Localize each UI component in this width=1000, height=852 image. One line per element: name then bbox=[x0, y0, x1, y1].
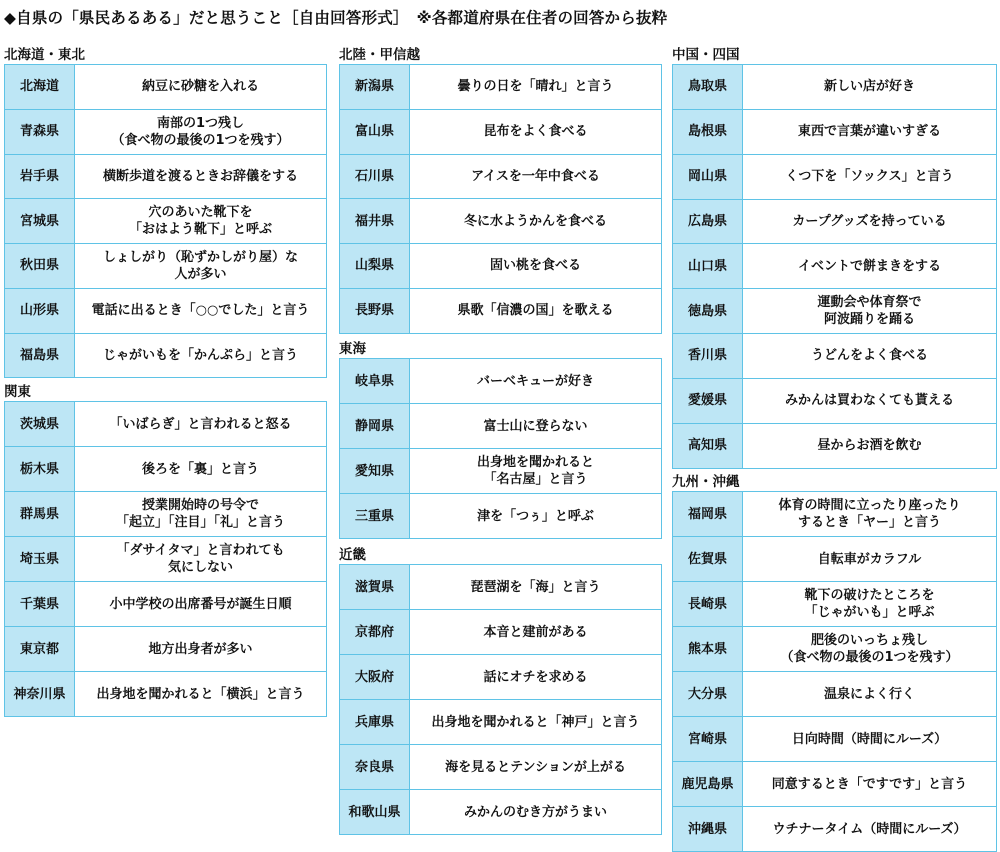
answer-cell bbox=[75, 333, 327, 378]
prefecture-name: 長野県 bbox=[340, 288, 410, 333]
prefecture-name: 茨城県 bbox=[5, 402, 75, 447]
table-row bbox=[5, 288, 327, 333]
table-row bbox=[673, 582, 997, 627]
prefecture-name: 岐阜県 bbox=[340, 359, 410, 404]
table-row bbox=[340, 790, 662, 835]
table-row bbox=[673, 807, 997, 852]
answer-text: 出身地を聞かれると「神戸」と言う bbox=[431, 714, 640, 730]
prefecture-name: 千葉県 bbox=[5, 582, 75, 627]
answer-text: 琵琶湖を「海」と言う bbox=[470, 579, 601, 595]
answer-cell bbox=[410, 655, 662, 700]
prefecture-name: 静岡県 bbox=[340, 404, 410, 449]
answer-text: 運動会や体育祭で 阿波踊りを踊る bbox=[817, 295, 922, 328]
answer-cell bbox=[75, 672, 327, 717]
table-row bbox=[673, 154, 997, 199]
answer-text: 横断歩道を渡るときお辞儀をする bbox=[102, 168, 298, 184]
table-row bbox=[673, 378, 997, 423]
answer-cell bbox=[410, 244, 662, 289]
answer-text: 冬に水ようかんを食べる bbox=[463, 213, 607, 229]
answer-cell bbox=[410, 65, 662, 110]
prefecture-name: 沖縄県 bbox=[673, 807, 743, 852]
answer-cell bbox=[75, 199, 327, 244]
table-row bbox=[340, 109, 662, 154]
answer-text: 日向時間（時間にルーズ） bbox=[791, 731, 948, 747]
answer-text: 体育の時間に立ったり座ったり するとき「ヤー」と言う bbox=[778, 498, 961, 530]
answer-text: 海を見るとテンションが上がる bbox=[445, 759, 626, 775]
prefecture-name: 兵庫県 bbox=[340, 700, 410, 745]
prefecture-name: 福島県 bbox=[5, 333, 75, 378]
table-row bbox=[340, 404, 662, 449]
answer-text: みかんは買わなくても貰える bbox=[784, 393, 954, 409]
answer-text: 南部の1つ残し （食べ物の最後の1つを残す） bbox=[111, 115, 290, 148]
prefecture-name: 富山県 bbox=[340, 109, 410, 154]
prefecture-name: 佐賀県 bbox=[673, 537, 743, 582]
answer-cell bbox=[743, 582, 997, 627]
table-row bbox=[673, 65, 997, 110]
region-table bbox=[339, 64, 662, 334]
table-row bbox=[5, 199, 327, 244]
answer-cell bbox=[743, 378, 997, 423]
answer-cell bbox=[410, 565, 662, 610]
prefecture-name: 愛知県 bbox=[340, 449, 410, 494]
answer-text: 本音と建前がある bbox=[483, 624, 588, 640]
table-row bbox=[673, 672, 997, 717]
prefecture-name: 熊本県 bbox=[673, 627, 743, 672]
answer-text: 昼からお酒を飲む bbox=[817, 438, 922, 454]
prefecture-name: 新潟県 bbox=[340, 65, 410, 110]
prefecture-name: 広島県 bbox=[673, 199, 743, 244]
prefecture-name: 神奈川県 bbox=[5, 672, 75, 717]
answer-cell bbox=[743, 423, 997, 468]
answer-cell bbox=[743, 289, 997, 334]
answer-text: 東西で言葉が違いすぎる bbox=[797, 124, 941, 140]
table-row bbox=[340, 494, 662, 539]
prefecture-name: 高知県 bbox=[673, 423, 743, 468]
answer-text: 後ろを「裏」と言う bbox=[141, 461, 259, 477]
table-row bbox=[340, 700, 662, 745]
prefecture-name: 香川県 bbox=[673, 334, 743, 379]
answer-text: 小中学校の出席番号が誕生日順 bbox=[109, 596, 292, 612]
answer-text: 電話に出るとき「○○でした」と言う bbox=[91, 303, 310, 319]
answer-text: しょしがり（恥ずかしがり屋）な 人が多い bbox=[102, 249, 298, 282]
prefecture-name: 埼玉県 bbox=[5, 537, 75, 582]
region-heading: 中国・四国 bbox=[672, 47, 740, 63]
table-row bbox=[5, 582, 327, 627]
table-row bbox=[340, 449, 662, 494]
answer-text: 出身地を聞かれると「横浜」と言う bbox=[96, 686, 305, 702]
prefecture-name: 奈良県 bbox=[340, 745, 410, 790]
table-row bbox=[340, 244, 662, 289]
answer-text: 曇りの日を「晴れ」と言う bbox=[457, 79, 614, 95]
prefecture-name: 岩手県 bbox=[5, 154, 75, 199]
answer-cell bbox=[743, 492, 997, 537]
prefecture-name: 長崎県 bbox=[673, 582, 743, 627]
prefecture-name: 大阪府 bbox=[340, 655, 410, 700]
region-table bbox=[4, 64, 327, 378]
answer-text: 昆布をよく食べる bbox=[483, 124, 588, 140]
region-heading: 北海道・東北 bbox=[4, 47, 85, 63]
answer-text: 授業開始時の号令で 「起立」「注目」「礼」と言う bbox=[115, 498, 285, 530]
region-table bbox=[339, 564, 662, 835]
region-heading: 九州・沖縄 bbox=[672, 474, 740, 490]
answer-text: 温泉によく行く bbox=[823, 686, 915, 702]
table-row bbox=[340, 745, 662, 790]
answer-cell bbox=[743, 154, 997, 199]
table-row bbox=[673, 244, 997, 289]
table-row bbox=[673, 334, 997, 379]
answer-cell bbox=[410, 790, 662, 835]
table-row bbox=[673, 537, 997, 582]
region-table bbox=[672, 64, 997, 469]
answer-text: 納豆に砂糖を入れる bbox=[141, 79, 259, 95]
table-row bbox=[673, 289, 997, 334]
answer-cell bbox=[410, 199, 662, 244]
table-row bbox=[5, 244, 327, 289]
table-row bbox=[673, 627, 997, 672]
answer-text: ウチナータイム（時間にルーズ） bbox=[772, 821, 967, 837]
answer-cell bbox=[743, 334, 997, 379]
answer-cell bbox=[75, 402, 327, 447]
region-table bbox=[339, 358, 662, 539]
answer-cell bbox=[743, 672, 997, 717]
table-row bbox=[673, 492, 997, 537]
answer-text: 津を「つぅ」と呼ぶ bbox=[477, 508, 594, 524]
answer-cell bbox=[75, 627, 327, 672]
table-row bbox=[5, 109, 327, 154]
prefecture-name: 石川県 bbox=[340, 154, 410, 199]
answer-cell bbox=[743, 717, 997, 762]
answer-text: くつ下を「ソックス」と言う bbox=[785, 169, 954, 185]
table-row bbox=[340, 199, 662, 244]
answer-text: 穴のあいた靴下を 「おはよう靴下」と呼ぶ bbox=[128, 205, 272, 238]
answer-cell bbox=[75, 288, 327, 333]
prefecture-name: 山口県 bbox=[673, 244, 743, 289]
answer-cell bbox=[75, 109, 327, 154]
answer-cell bbox=[75, 154, 327, 199]
region-table bbox=[672, 491, 997, 852]
answer-cell bbox=[743, 537, 997, 582]
table-row bbox=[5, 65, 327, 110]
answer-text: 靴下の破けたところを 「じゃがいも」と呼ぶ bbox=[804, 588, 935, 620]
table-row bbox=[5, 402, 327, 447]
table-row bbox=[340, 359, 662, 404]
answer-cell bbox=[743, 65, 997, 110]
answer-text: 肥後のいっちょ残し （食べ物の最後の1つを残す） bbox=[780, 633, 959, 665]
table-row bbox=[5, 447, 327, 492]
prefecture-name: 岡山県 bbox=[673, 154, 743, 199]
answer-cell bbox=[743, 244, 997, 289]
table-row bbox=[673, 199, 997, 244]
table-row bbox=[5, 627, 327, 672]
prefecture-name: 山梨県 bbox=[340, 244, 410, 289]
answer-text: 富士山に登らない bbox=[483, 418, 588, 434]
table-row bbox=[673, 717, 997, 762]
answer-text: カープグッズを持っている bbox=[792, 213, 947, 229]
prefecture-name: 栃木県 bbox=[5, 447, 75, 492]
answer-text: 県歌「信濃の国」を歌える bbox=[457, 303, 614, 319]
prefecture-name: 滋賀県 bbox=[340, 565, 410, 610]
prefecture-name: 山形県 bbox=[5, 288, 75, 333]
answer-cell bbox=[410, 610, 662, 655]
table-row bbox=[5, 537, 327, 582]
prefecture-name: 北海道 bbox=[5, 65, 75, 110]
answer-cell bbox=[410, 700, 662, 745]
region-heading: 北陸・甲信越 bbox=[339, 47, 420, 63]
table-row bbox=[5, 333, 327, 378]
answer-cell bbox=[410, 359, 662, 404]
answer-cell bbox=[410, 109, 662, 154]
table-row bbox=[340, 288, 662, 333]
answer-cell bbox=[743, 807, 997, 852]
region-heading: 東海 bbox=[339, 341, 366, 357]
prefecture-name: 宮崎県 bbox=[673, 717, 743, 762]
answer-cell bbox=[410, 288, 662, 333]
answer-text: 出身地を聞かれると 「名古屋」と言う bbox=[476, 455, 594, 487]
page-title: ◆自県の「県民あるある」だと思うこと［自由回答形式］ ※各都道府県在住者の回答から抜粋 bbox=[4, 9, 668, 27]
answer-text: 話にオチを求める bbox=[483, 669, 588, 685]
answer-text: 地方出身者が多い bbox=[148, 641, 253, 657]
answer-cell bbox=[75, 65, 327, 110]
table-row bbox=[673, 762, 997, 807]
answer-cell bbox=[75, 492, 327, 537]
answer-text: じゃがいもを「かんぷら」と言う bbox=[102, 347, 298, 363]
prefecture-name: 群馬県 bbox=[5, 492, 75, 537]
answer-text: アイスを一年中食べる bbox=[471, 168, 600, 184]
region-heading: 近畿 bbox=[339, 547, 366, 563]
prefecture-name: 和歌山県 bbox=[340, 790, 410, 835]
answer-text: バーベキューが好き bbox=[476, 373, 594, 389]
answer-cell bbox=[743, 627, 997, 672]
answer-cell bbox=[75, 447, 327, 492]
table-row bbox=[5, 672, 327, 717]
prefecture-name: 鳥取県 bbox=[673, 65, 743, 110]
prefecture-name: 徳島県 bbox=[673, 289, 743, 334]
answer-cell bbox=[75, 537, 327, 582]
prefecture-name: 秋田県 bbox=[5, 244, 75, 289]
prefecture-name: 島根県 bbox=[673, 109, 743, 154]
table-row bbox=[5, 154, 327, 199]
answer-text: 同意するとき「ですです」と言う bbox=[771, 776, 968, 792]
answer-text: みかんのむき方がうまい bbox=[463, 804, 607, 820]
answer-cell bbox=[410, 745, 662, 790]
answer-text: イベントで餅まきをする bbox=[797, 258, 941, 274]
prefecture-name: 鹿児島県 bbox=[673, 762, 743, 807]
table-row bbox=[673, 423, 997, 468]
table-row bbox=[340, 655, 662, 700]
answer-text: 「ダサイタマ」と言われても 気にしない bbox=[116, 543, 285, 575]
answer-cell bbox=[410, 404, 662, 449]
answer-text: 固い桃を食べる bbox=[489, 258, 581, 274]
answer-text: 新しい店が好き bbox=[823, 79, 915, 95]
prefecture-name: 三重県 bbox=[340, 494, 410, 539]
prefecture-name: 福岡県 bbox=[673, 492, 743, 537]
table-row bbox=[340, 154, 662, 199]
prefecture-name: 福井県 bbox=[340, 199, 410, 244]
answer-cell bbox=[410, 494, 662, 539]
table-row bbox=[5, 492, 327, 537]
region-table bbox=[4, 401, 327, 717]
answer-text: 自転車がカラフル bbox=[817, 551, 922, 567]
answer-cell bbox=[75, 582, 327, 627]
table-row bbox=[340, 65, 662, 110]
answer-cell bbox=[743, 199, 997, 244]
answer-text: うどんをよく食べる bbox=[810, 348, 928, 364]
answer-cell bbox=[410, 154, 662, 199]
table-row bbox=[340, 565, 662, 610]
answer-cell bbox=[75, 244, 327, 289]
prefecture-name: 青森県 bbox=[5, 109, 75, 154]
prefecture-name: 京都府 bbox=[340, 610, 410, 655]
answer-cell bbox=[410, 449, 662, 494]
table-row bbox=[673, 109, 997, 154]
prefecture-name: 愛媛県 bbox=[673, 378, 743, 423]
prefecture-name: 東京都 bbox=[5, 627, 75, 672]
region-heading: 関東 bbox=[4, 384, 31, 400]
table-row bbox=[340, 610, 662, 655]
answer-cell bbox=[743, 109, 997, 154]
prefecture-name: 大分県 bbox=[673, 672, 743, 717]
prefecture-name: 宮城県 bbox=[5, 199, 75, 244]
answer-cell bbox=[743, 762, 997, 807]
answer-text: 「いばらぎ」と言われると怒る bbox=[109, 416, 292, 432]
